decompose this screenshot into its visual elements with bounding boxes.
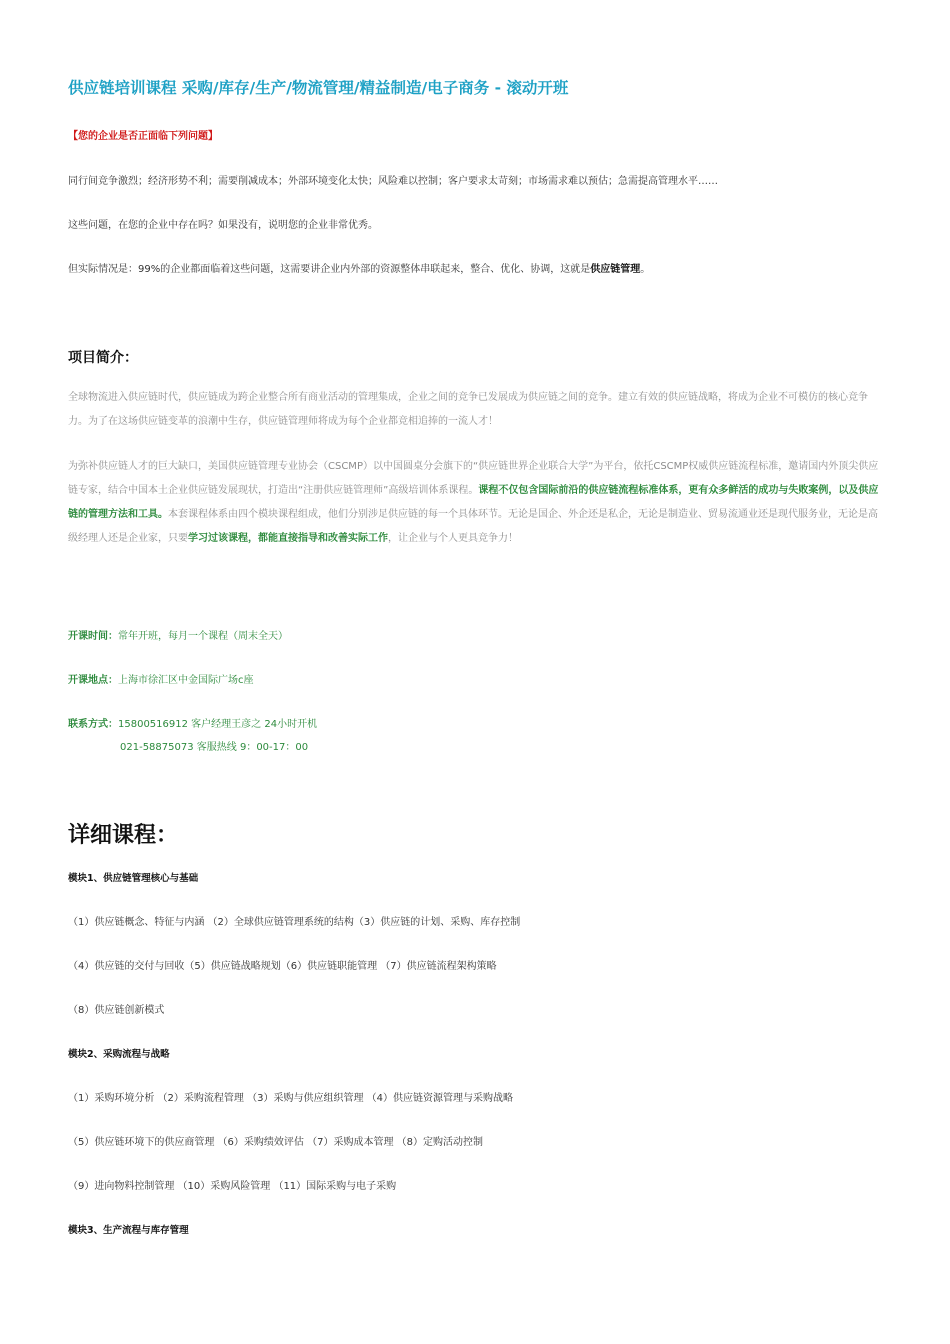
intro-p2-e: ，让企业与个人更具竞争力！ (388, 533, 518, 544)
intro-p2-c: 本套课程体系由四个模块课程组成，他们分别涉足供应链的每一个具体环节。无论是国企、外企还是私企，无论是制造业、贸易流通业还是现代服务业，无论是高级经理人还是企业家，只要 (68, 509, 878, 544)
detail-heading: 详细课程： (68, 823, 179, 848)
reality-text (68, 260, 650, 275)
contact-line-1: 15800516912 客户经理王彦之 24小时开机 (118, 719, 318, 730)
schedule-value: 常年开班，每月一个课程（周末全天） (118, 631, 288, 642)
location-row (68, 668, 254, 687)
intro-p2-highlight-2: 学习过该课程，都能直接指导和改善实际工作 (188, 533, 388, 544)
module-2-line: （1）采购环境分析 （2）采购流程管理 （3）采购与供应组织管理 （4）供应链资源管理与采购战略 (68, 1093, 513, 1104)
intro-p2-highlight-1: 课程不仅包含国际前沿的供应链流程标准体系，更有众多鲜活的成功与失败案例，以及供应链的管理方法和工具。 (68, 485, 879, 520)
contact-line-2: 021-58875073 客服热线 9：00-17：00 (120, 742, 309, 753)
problems-text: 同行间竞争激烈；经济形势不利；需要削减成本；外部环境变化太快；风险难以控制；客户要求太苛刻；市场需求难以预估；急需提高管理水平…… (68, 176, 718, 187)
intro-paragraph-2 (68, 455, 883, 551)
exist-question-text: 这些问题，在您的企业中存在吗？如果没有，说明您的企业非常优秀。 (68, 220, 378, 231)
reality-post: 。 (640, 264, 651, 275)
module-1-line: （4）供应链的交付与回收（5）供应链战略规划（6）供应链职能管理 （7）供应链流程架构策略 (68, 961, 497, 972)
module-2-title: 模块2、采购流程与战略 (68, 1049, 170, 1060)
contact-row (68, 712, 317, 731)
intro-paragraph-1: 全球物流进入供应链时代，供应链成为跨企业整合所有商业活动的管理集成，企业之间的竞争已发展成为供应链之间的竞争。建立有效的供应链战略，将成为企业不可模仿的核心竞争力。为了在这场供应链变革的浪潮中生存，供应链管理师将成为每个企业都竞相追捧的一流人才！ (68, 392, 868, 427)
reality-bold: 供应链管理 (590, 264, 641, 275)
module-1-title: 模块1、供应链管理核心与基础 (68, 873, 199, 884)
location-value: 上海市徐汇区中金国际广场c座 (118, 675, 254, 686)
module-1-line: （8）供应链创新模式 (68, 1005, 165, 1016)
schedule-row (68, 624, 288, 643)
module-1-line: （1）供应链概念、特征与内涵 （2）全球供应链管理系统的结构（3）供应链的计划、采购、库存控制 (68, 917, 521, 928)
module-2-line: （9）进向物料控制管理 （10）采购风险管理 （11）国际采购与电子采购 (68, 1181, 397, 1192)
page-title: 供应链培训课程 采购/库存/生产/物流管理/精益制造/电子商务 - 滚动开班 (68, 79, 569, 97)
reality-pre: 但实际情况是：99%的企业都面临着这些问题，这需要讲企业内外部的资源整体串联起来，整合、优化、协调，这就是 (68, 264, 591, 275)
intro-heading: 项目简介： (68, 350, 138, 366)
intro-p2-a: 为弥补供应链人才的巨大缺口，美国供应链管理专业协会（CSCMP）以中国圆桌分会旗下的“供应链世界企业联合大学”为平台，依托CSCMP权威供应链流程标准，邀请国内外顶尖供应链专家，结合中国本土企业供应链发展现状，打造出“注册供应链管理师”高级培训体系课程。 (68, 461, 879, 496)
location-label: 开课地点： (68, 675, 118, 686)
module-2-line: （5）供应链环境下的供应商管理 （6）采购绩效评估 （7）采购成本管理 （8）定购活动控制 (68, 1137, 483, 1148)
module-3-title: 模块3、生产流程与库存管理 (68, 1225, 189, 1236)
schedule-label: 开课时间： (68, 631, 118, 642)
question-heading: 【您的企业是否正面临下列问题】 (68, 131, 218, 142)
contact-label: 联系方式： (68, 719, 118, 730)
